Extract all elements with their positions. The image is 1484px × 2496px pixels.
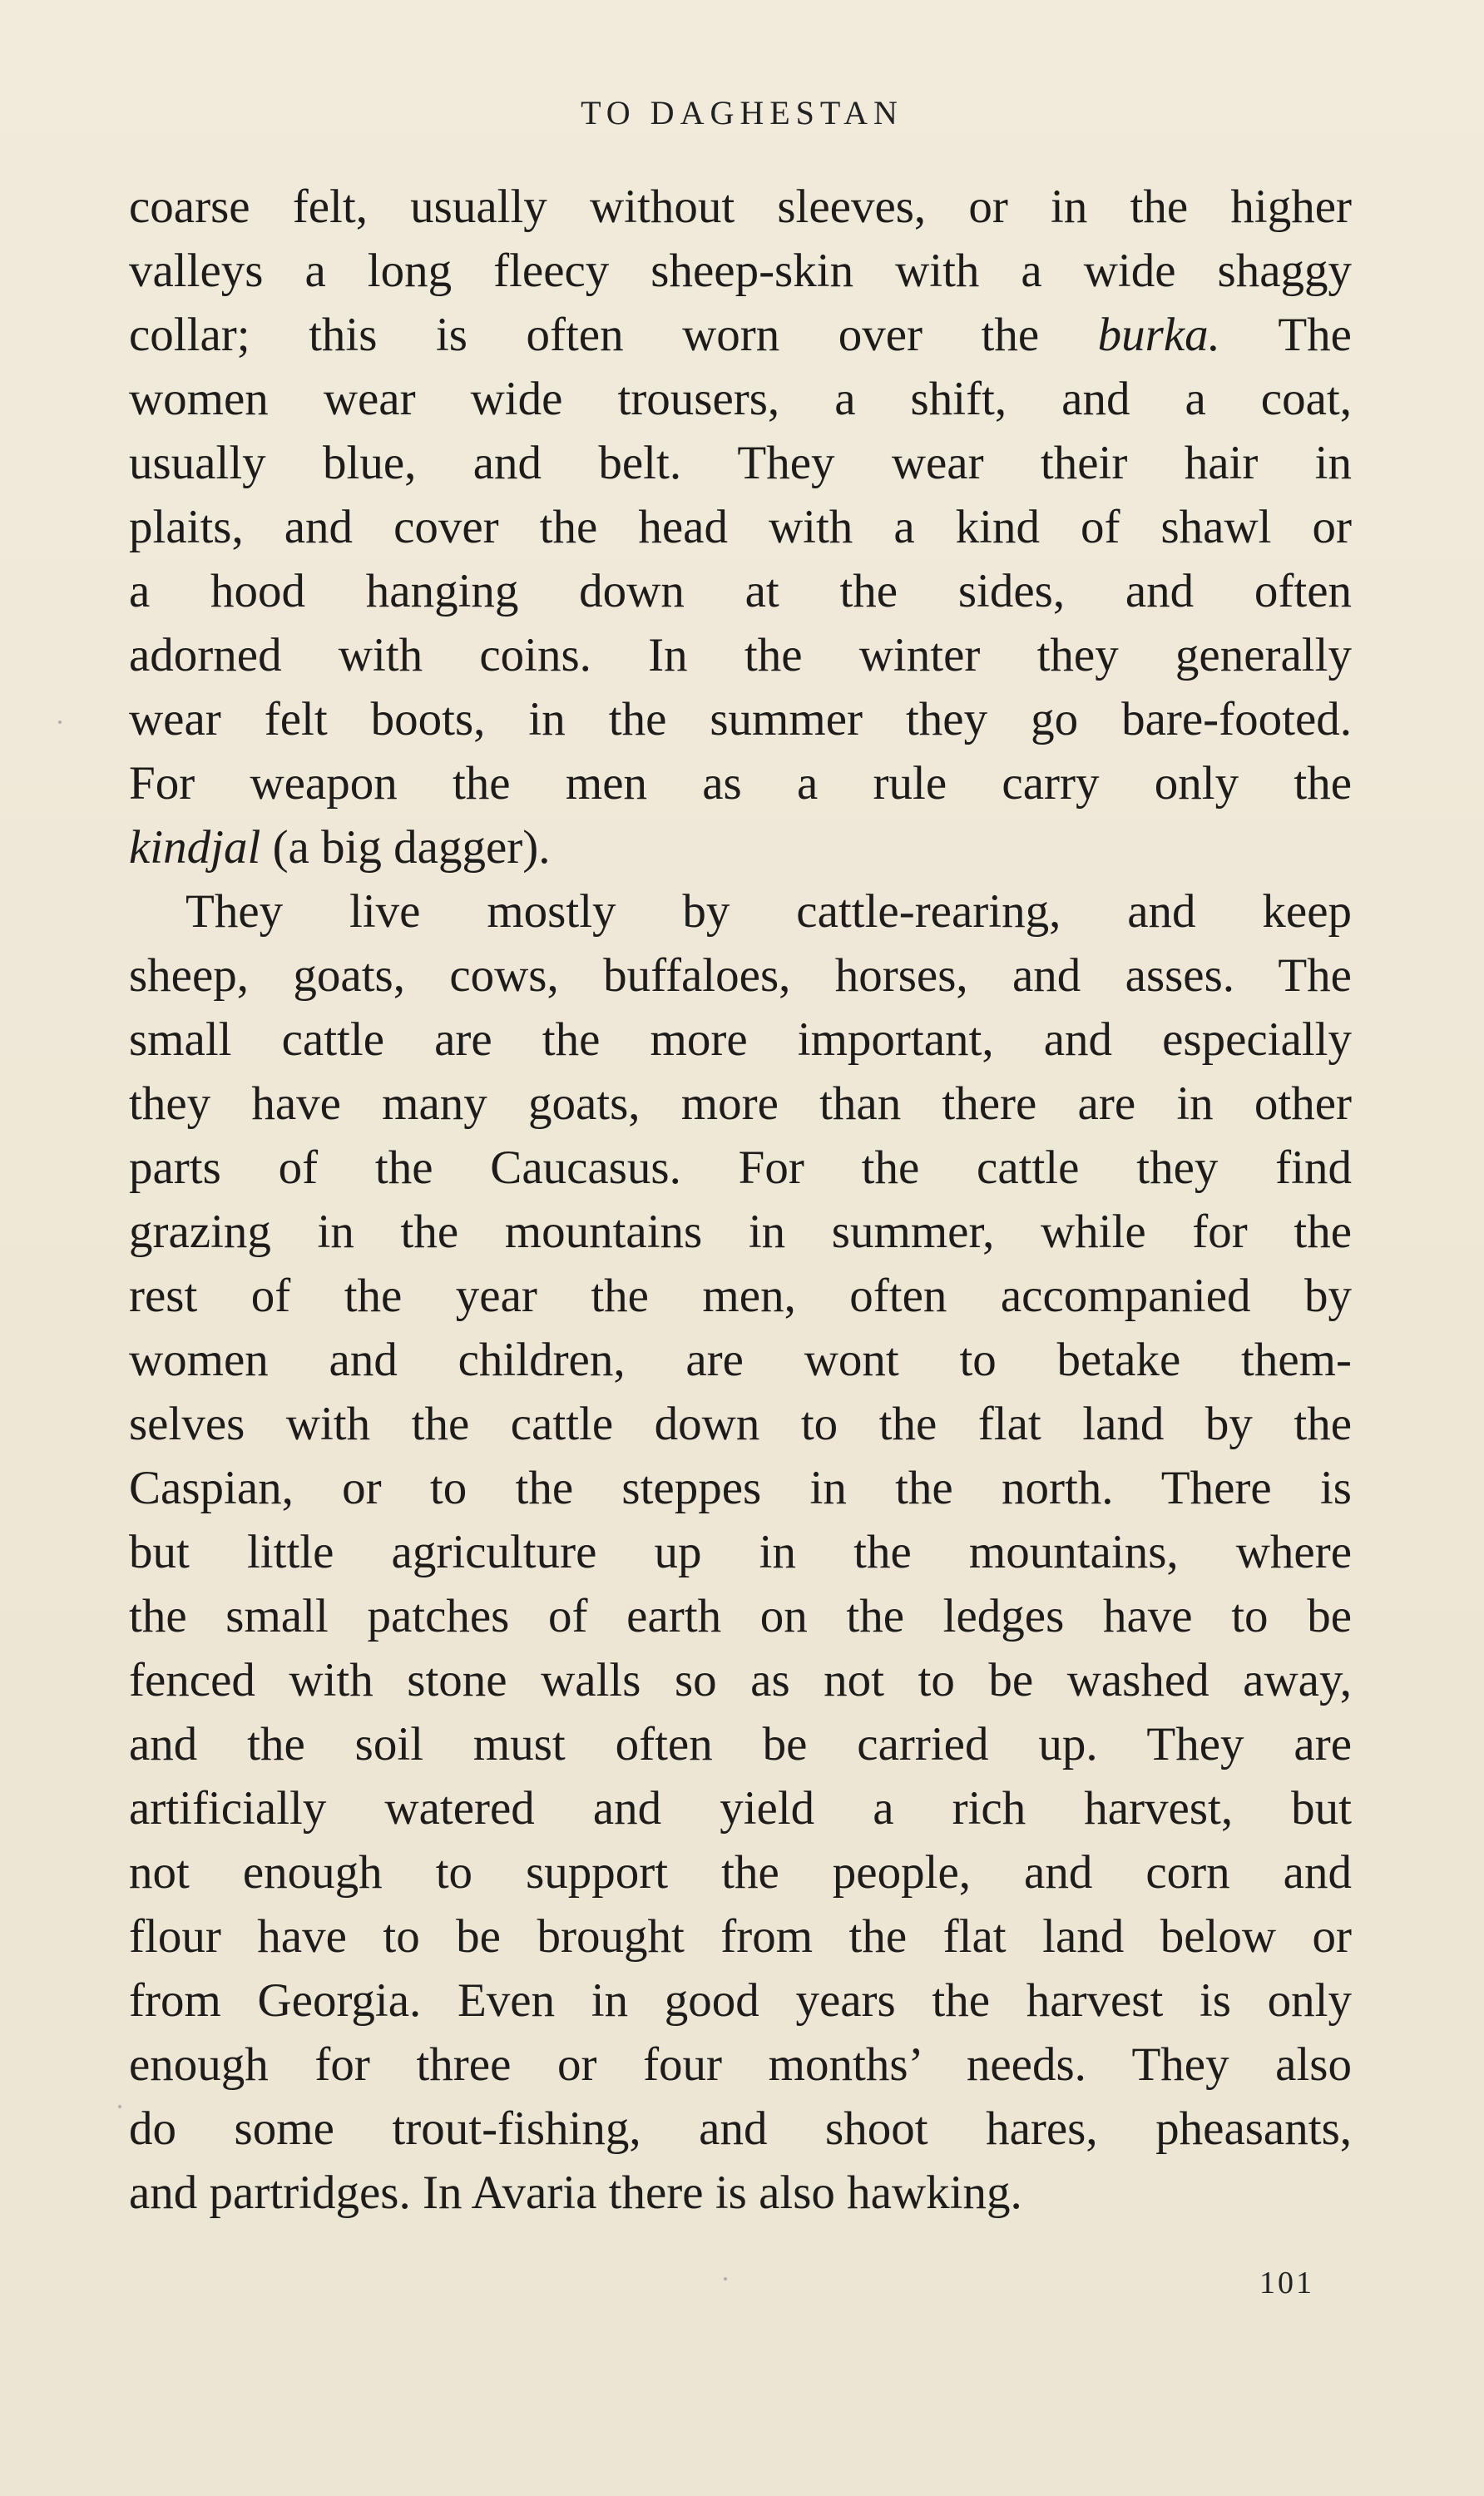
body-text	[129, 175, 1352, 2225]
text-run: from Georgia. Even in good years the harvest is only	[129, 1974, 1352, 2027]
text-run: women wear wide trousers, a shift, and a coat,	[129, 373, 1352, 425]
text-line	[129, 1072, 1352, 1136]
text-line	[129, 815, 1352, 879]
text-line	[129, 175, 1352, 239]
text-run: Caspian, or to the steppes in the north. There is	[129, 1462, 1352, 1514]
text-run: They live mostly by cattle-rearing, and keep	[186, 885, 1352, 938]
text-run: do some trout-fishing, and shoot hares, pheasants,	[129, 2102, 1352, 2155]
text-run: rest of the year the men, often accompanied by	[129, 1270, 1352, 1322]
text-run: fenced with stone walls so as not to be washed away,	[129, 1654, 1352, 1706]
text-line	[129, 2033, 1352, 2097]
text-line	[129, 239, 1352, 303]
italic-term: kindjal	[129, 821, 261, 874]
text-line	[129, 1904, 1352, 1969]
text-run: enough for three or four months’ needs. They also	[129, 2038, 1352, 2091]
page-number: 101	[1259, 2266, 1314, 2300]
text-run: flour have to be brought from the flat land below or	[129, 1910, 1352, 1963]
text-run: grazing in the mountains in summer, while for the	[129, 1206, 1352, 1258]
text-run: and the soil must often be carried up. They are	[129, 1718, 1352, 1770]
text-line	[129, 303, 1352, 367]
text-line	[129, 495, 1352, 559]
text-line	[129, 1392, 1352, 1456]
text-line	[129, 1840, 1352, 1904]
paragraph	[129, 879, 1352, 2225]
text-line	[129, 559, 1352, 623]
text-run: plaits, and cover the head with a kind of shawl or	[129, 501, 1352, 553]
text-line	[129, 1008, 1352, 1072]
text-run: the small patches of earth on the ledges have to be	[129, 1590, 1352, 1642]
text-run: coarse felt, usually without sleeves, or in the higher	[129, 181, 1352, 233]
text-line	[129, 1648, 1352, 1712]
text-line	[129, 1712, 1352, 1776]
text-line	[129, 1264, 1352, 1328]
paper-speck	[724, 2277, 727, 2281]
text-run: sheep, goats, cows, buffaloes, horses, and asses. The	[129, 949, 1352, 1002]
running-head: TO DAGHESTAN	[581, 94, 903, 131]
text-line	[129, 687, 1352, 751]
text-run: wear felt boots, in the summer they go bare-footed.	[129, 693, 1352, 745]
text-line	[129, 1456, 1352, 1520]
paper-speck	[58, 721, 62, 724]
text-line	[129, 431, 1352, 495]
text-run: artificially watered and yield a rich harvest, but	[129, 1782, 1352, 1835]
text-line	[129, 943, 1352, 1008]
text-run: small cattle are the more important, and especially	[129, 1013, 1352, 1066]
text-line	[129, 1328, 1352, 1392]
text-line	[129, 367, 1352, 431]
text-run: they have many goats, more than there are in other	[129, 1077, 1352, 1130]
paragraph	[129, 175, 1352, 879]
text-run: women and children, are wont to betake them-	[129, 1334, 1352, 1386]
text-run: and partridges. In Avaria there is also hawking.	[129, 2167, 1022, 2219]
text-line	[129, 1969, 1352, 2033]
text-line	[129, 2161, 1352, 2225]
text-run: For weapon the men as a rule carry only the	[129, 757, 1352, 810]
text-run: parts of the Caucasus. For the cattle they find	[129, 1142, 1352, 1194]
text-line	[129, 2097, 1352, 2161]
text-run: a hood hanging down at the sides, and often	[129, 565, 1352, 617]
text-run: collar; this is often worn over the	[129, 309, 1098, 361]
italic-term: burka.	[1097, 309, 1220, 361]
text-line	[129, 1584, 1352, 1648]
text-run: but little agriculture up in the mountains, where	[129, 1526, 1352, 1578]
text-run: valleys a long fleecy sheep-skin with a wide shaggy	[129, 245, 1352, 297]
text-line	[129, 751, 1352, 815]
text-run: (a big dagger).	[260, 821, 551, 874]
text-run: adorned with coins. In the winter they generally	[129, 629, 1352, 681]
text-run: selves with the cattle down to the flat land by the	[129, 1398, 1352, 1450]
text-line	[129, 1200, 1352, 1264]
text-line	[129, 879, 1352, 943]
text-line	[129, 1520, 1352, 1584]
text-line	[129, 623, 1352, 687]
text-line	[129, 1776, 1352, 1840]
text-run: The	[1219, 309, 1352, 361]
text-line	[129, 1136, 1352, 1200]
paper-speck	[118, 2105, 121, 2108]
text-run: usually blue, and belt. They wear their hair in	[129, 437, 1352, 489]
text-run: not enough to support the people, and corn and	[129, 1846, 1352, 1899]
